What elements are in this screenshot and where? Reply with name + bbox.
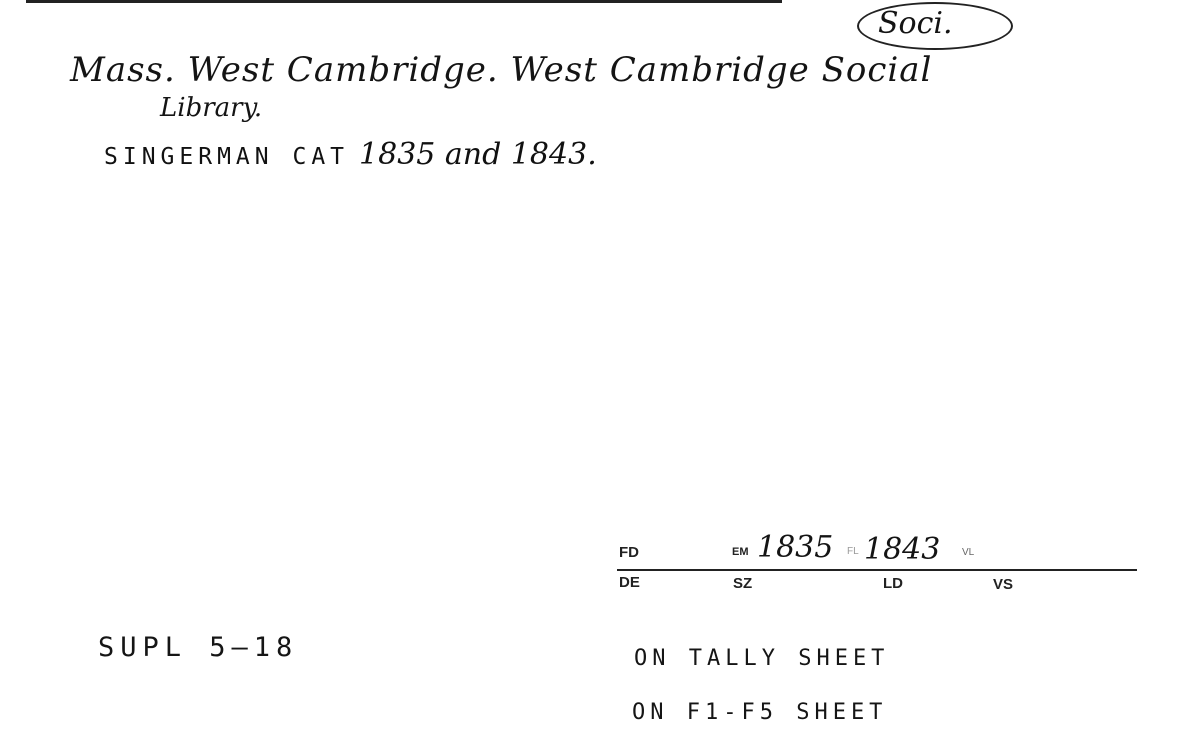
vl-label: VL	[962, 547, 975, 558]
source-line	[104, 137, 597, 172]
em-label: EM	[732, 546, 749, 558]
fl-label: FL	[847, 546, 859, 557]
heading-line-1: Mass. West Cambridge. West Cambridge Social	[70, 50, 933, 90]
subject-tag: Soci.	[878, 6, 953, 41]
ld-label: LD	[883, 575, 903, 592]
field-row-bottom	[617, 571, 1137, 595]
fd-label: FD	[619, 544, 639, 561]
source-handwritten: 1835 and 1843.	[359, 137, 597, 172]
supplement-code: SUPL 5—18	[98, 632, 299, 663]
tally-sheet-stamp: ON TALLY SHEET	[634, 646, 890, 671]
fl-value: 1843	[864, 532, 941, 567]
em-value: 1835	[757, 530, 834, 565]
field-row-top	[617, 530, 1137, 567]
heading-line-2: Library.	[160, 93, 263, 123]
f1-f5-sheet-stamp: ON F1-F5 SHEET	[632, 700, 888, 725]
top-border-line	[26, 0, 782, 3]
source-typed: SINGERMAN CAT	[104, 144, 350, 170]
de-label: DE	[619, 574, 640, 591]
vs-label: VS	[993, 576, 1014, 593]
sz-label: SZ	[733, 575, 753, 592]
